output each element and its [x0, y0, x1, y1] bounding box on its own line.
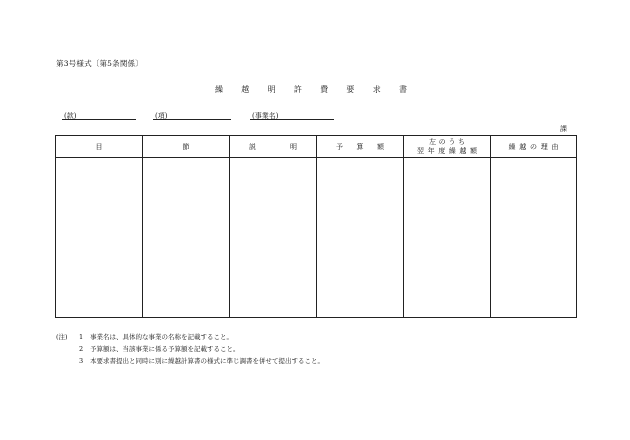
jigyo-label: (事業名)	[252, 112, 279, 120]
document-title	[215, 84, 407, 95]
kan-field	[64, 111, 76, 121]
cell-yosangaku[interactable]	[317, 158, 404, 318]
form-number: 第3号様式〔第5条関係〕	[56, 59, 143, 68]
title-char: 求	[372, 85, 381, 94]
header-moku: 目	[56, 136, 143, 158]
header-setsumei: 説 明	[230, 136, 317, 158]
jigyo-field	[252, 111, 278, 121]
cell-setsumei[interactable]	[230, 158, 317, 318]
note-number: 2	[79, 345, 84, 353]
kou-field	[155, 111, 167, 121]
note-text: 本要求書提出と同時に別に繰越計算書の様式に準じ調書を併せて提出すること。	[90, 357, 324, 365]
note-text: 予算額は、当該事業に係る予算額を記載すること。	[90, 345, 240, 353]
title-char: 費	[320, 85, 329, 94]
notes-head: (注)	[56, 333, 68, 341]
unit-label: 課	[560, 125, 567, 133]
cell-kurikoshigaku[interactable]	[404, 158, 491, 318]
title-char: 繰	[215, 85, 223, 94]
kan-underline	[62, 119, 136, 120]
cell-riyu[interactable]	[491, 158, 577, 318]
note-number: 1	[79, 333, 84, 341]
header-setsu: 節	[143, 136, 230, 158]
title-char: 許	[293, 85, 302, 94]
carryover-table	[55, 135, 577, 318]
table-header-row	[56, 136, 577, 158]
title-char: 要	[346, 85, 355, 94]
title-char: 越	[241, 85, 250, 94]
note-number: 3	[79, 357, 84, 365]
jigyo-underline	[250, 119, 334, 120]
kou-underline	[153, 119, 231, 120]
kou-label: (項)	[155, 112, 168, 120]
table-body-row	[56, 158, 577, 318]
cell-setsu[interactable]	[143, 158, 230, 318]
header-yosangaku: 予 算 額	[317, 136, 404, 158]
title-char: 書	[398, 85, 407, 94]
kan-label: (款)	[64, 112, 77, 120]
note-text: 事業名は、具体的な事業の名称を記載すること。	[90, 333, 233, 341]
header-riyu: 繰 越 の 理 由	[491, 136, 577, 158]
header-kurikoshigaku: 左 の う ち 翌 年 度 繰 越 額	[404, 136, 491, 158]
cell-moku[interactable]	[56, 158, 143, 318]
title-char: 明	[267, 85, 276, 94]
